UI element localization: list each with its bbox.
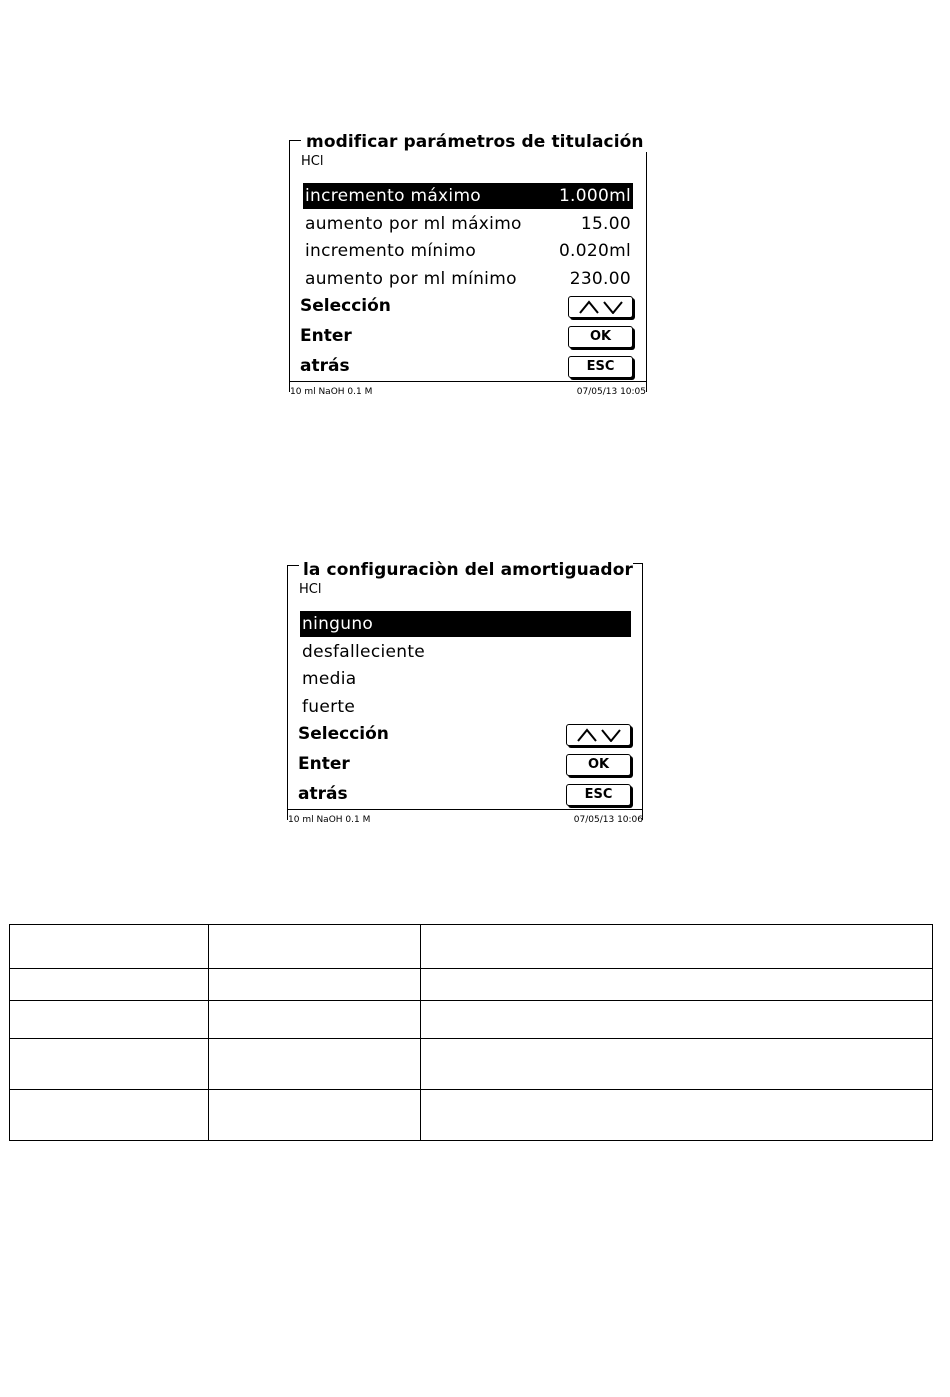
menu-item-label: incremento máximo xyxy=(305,186,482,206)
menu-item-medium[interactable] xyxy=(300,666,631,692)
footer-datetime: 07/05/13 10:05 xyxy=(576,387,646,397)
table-row xyxy=(10,969,933,1001)
table-cell xyxy=(209,1001,421,1039)
table-cell xyxy=(10,1090,209,1141)
table-cell xyxy=(209,1039,421,1090)
method-name: HCl xyxy=(299,582,322,597)
enter-label: Enter xyxy=(300,326,352,346)
up-down-key[interactable] xyxy=(568,296,633,318)
menu-item-weak[interactable] xyxy=(300,639,631,665)
table-cell xyxy=(209,925,421,969)
menu-item-label: fuerte xyxy=(302,697,356,717)
table-cell xyxy=(421,969,933,1001)
enter-label: Enter xyxy=(298,754,350,774)
footer-solution: 10 ml NaOH 0.1 M xyxy=(288,815,371,825)
table-row xyxy=(10,1090,933,1141)
menu-item-label: media xyxy=(302,669,357,689)
menu-item-min-increase-per-ml[interactable] xyxy=(303,266,633,292)
table-cell xyxy=(10,925,209,969)
up-down-arrows-icon xyxy=(578,300,624,314)
table-row xyxy=(10,925,933,969)
frame-line xyxy=(289,140,290,392)
menu-item-max-increment[interactable] xyxy=(303,183,633,209)
frame-line xyxy=(289,381,647,382)
table-cell xyxy=(421,1039,933,1090)
frame-line xyxy=(646,152,647,392)
buffer-configuration-screen xyxy=(283,555,653,829)
screen-title: modificar parámetros de titulación xyxy=(306,132,644,152)
frame-line xyxy=(287,565,299,566)
footer-datetime: 07/05/13 10:06 xyxy=(573,815,643,825)
frame-line xyxy=(287,565,288,820)
up-down-key[interactable] xyxy=(566,724,631,746)
table-cell xyxy=(10,969,209,1001)
table-row xyxy=(10,1039,933,1090)
menu-item-label: aumento por ml mínimo xyxy=(305,269,517,289)
table-cell xyxy=(421,925,933,969)
parameter-table xyxy=(9,924,933,1141)
ok-key[interactable]: OK xyxy=(566,754,631,776)
footer-solution: 10 ml NaOH 0.1 M xyxy=(290,387,373,397)
menu-item-none[interactable] xyxy=(300,611,631,637)
esc-key[interactable]: ESC xyxy=(566,784,631,806)
screen-title: la configuraciòn del amortiguador xyxy=(303,560,633,580)
menu-item-value: 0.020ml xyxy=(558,241,631,261)
ok-key[interactable]: OK xyxy=(568,326,633,348)
back-label: atrás xyxy=(298,784,348,804)
menu-item-min-increment[interactable] xyxy=(303,238,633,264)
table-cell xyxy=(209,1090,421,1141)
back-label: atrás xyxy=(300,356,350,376)
method-name: HCl xyxy=(301,154,324,169)
menu-item-strong[interactable] xyxy=(300,694,631,720)
select-label: Selección xyxy=(298,724,389,744)
table-cell xyxy=(421,1090,933,1141)
table-cell xyxy=(10,1001,209,1039)
menu-item-label: incremento mínimo xyxy=(305,241,477,261)
menu-item-label: aumento por ml máximo xyxy=(305,214,522,234)
table-cell xyxy=(421,1001,933,1039)
menu-item-max-increase-per-ml[interactable] xyxy=(303,211,633,237)
menu-item-value: 230.00 xyxy=(569,269,631,289)
menu-item-value: 1.000ml xyxy=(558,186,631,206)
frame-line xyxy=(289,140,301,141)
menu-item-label: ninguno xyxy=(302,614,374,634)
menu-item-label: desfalleciente xyxy=(302,642,426,662)
esc-key[interactable]: ESC xyxy=(568,356,633,378)
titration-parameters-screen xyxy=(289,130,649,402)
menu-item-value: 15.00 xyxy=(580,214,631,234)
table-row xyxy=(10,1001,933,1039)
frame-line xyxy=(642,563,643,820)
frame-line xyxy=(287,809,643,810)
table-cell xyxy=(10,1039,209,1090)
up-down-arrows-icon xyxy=(576,728,622,742)
select-label: Selección xyxy=(300,296,391,316)
table-cell xyxy=(209,969,421,1001)
